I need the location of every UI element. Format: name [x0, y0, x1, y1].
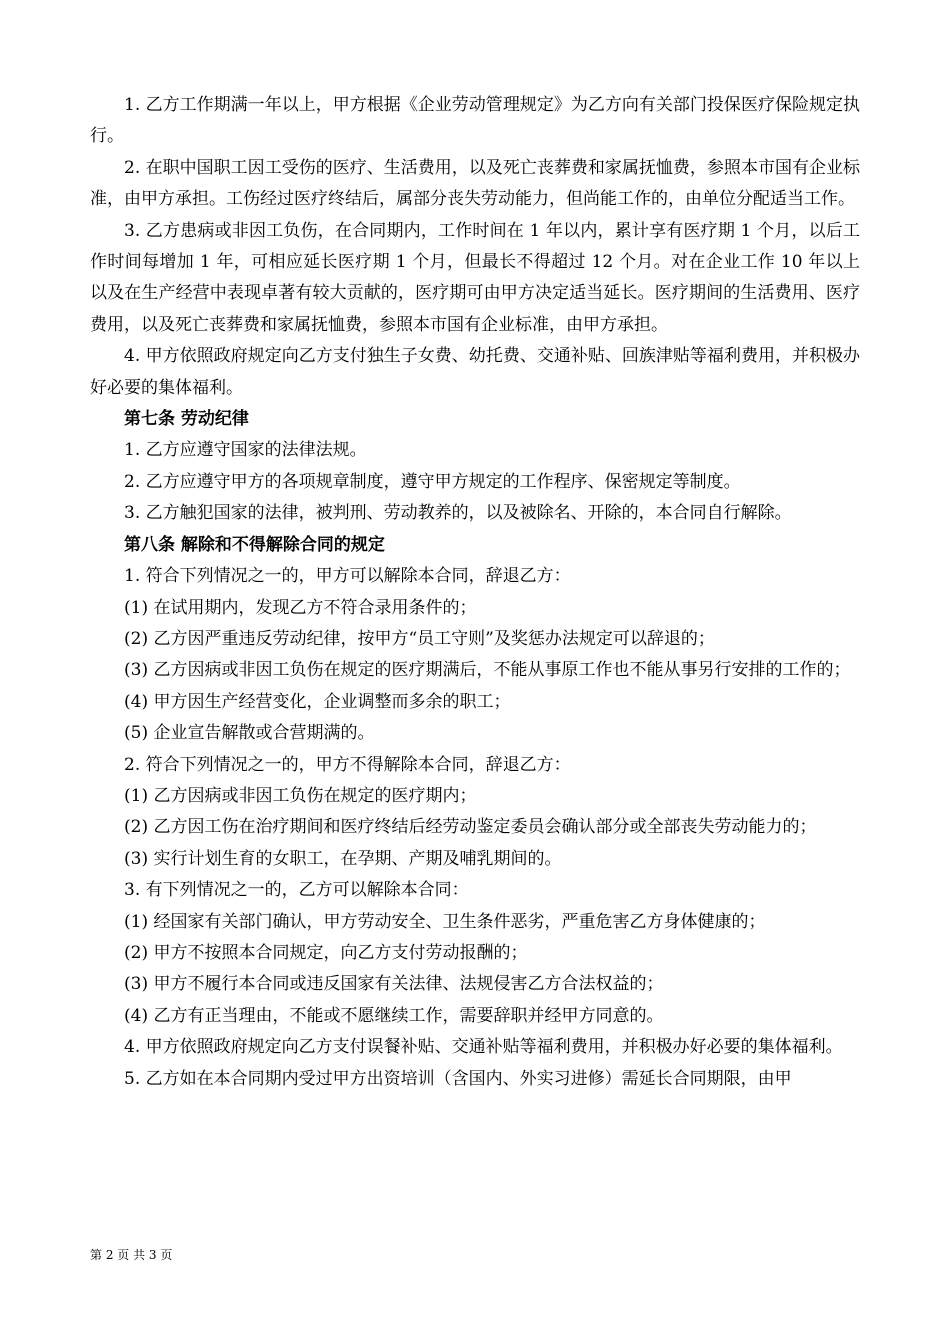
paragraph: 3. 乙方患病或非因工负伤，在合同期内，工作时间在 1 年以内，累计享有医疗期 1 个月，以后工作时间每增加 1 年，可相应延长医疗期 1 个月，但最长不得超过 12 个月。对在企业工作 10 年以上以及在生产经营中表现卓著有较大贡献的，医疗期可由甲方决定适当延长。医疗期间的生活费用、医疗费用，以及死亡丧葬费和家属抚恤费，参照本市国有企业标准，由甲方承担。 — [90, 220, 860, 335]
paragraph: 1. 符合下列情况之一的，甲方可以解除本合同，辞退乙方： — [124, 566, 571, 587]
list-item: (4) 甲方因生产经营变化，企业调整而多余的职工； — [124, 691, 511, 712]
paragraph: 5. 乙方如在本合同期内受过甲方出资培训（含国内、外实习进修）需延长合同期限，由甲 — [124, 1068, 792, 1089]
document-body — [90, 90, 860, 1095]
list-item: (3) 实行计划生育的女职工，在孕期、产期及哺乳期间的。 — [124, 848, 562, 869]
section-heading-article-8: 第八条 解除和不得解除合同的规定 — [124, 534, 385, 555]
list-item: (4) 乙方有正当理由，不能或不愿继续工作，需要辞职并经甲方同意的。 — [124, 1005, 664, 1026]
list-item: (2) 乙方因严重违反劳动纪律，按甲方“员工守则”及奖惩办法规定可以辞退的； — [124, 628, 715, 649]
paragraph: 3. 乙方触犯国家的法律，被判刑、劳动教养的，以及被除名、开除的，本合同自行解除。 — [124, 503, 792, 524]
paragraph: 2. 在职中国职工因工受伤的医疗、生活费用，以及死亡丧葬费和家属抚恤费，参照本市国有企业标准，由甲方承担。工伤经过医疗终结后，属部分丧失劳动能力，但尚能工作的，由单位分配适当工作。 — [90, 157, 860, 210]
paragraph: 3. 有下列情况之一的，乙方可以解除本合同： — [124, 880, 469, 901]
list-item: (2) 乙方因工伤在治疗期间和医疗终结后经劳动鉴定委员会确认部分或全部丧失劳动能力的； — [124, 817, 817, 838]
list-item: (2) 甲方不按照本合同规定，向乙方支付劳动报酬的； — [124, 942, 528, 963]
list-item: (1) 经国家有关部门确认，甲方劳动安全、卫生条件恶劣，严重危害乙方身体健康的； — [124, 911, 766, 932]
paragraph: 1. 乙方工作期满一年以上，甲方根据《企业劳动管理规定》为乙方向有关部门投保医疗保险规定执行。 — [90, 95, 860, 147]
section-heading-article-7: 第七条 劳动纪律 — [124, 409, 249, 430]
list-item: (3) 乙方因病或非因工负伤在规定的医疗期满后，不能从事原工作也不能从事另行安排的工作的； — [124, 660, 851, 681]
paragraph: 2. 符合下列情况之一的，甲方不得解除本合同，辞退乙方： — [124, 754, 571, 775]
list-item: (1) 乙方因病或非因工负伤在规定的医疗期内； — [124, 785, 477, 806]
page-number-footer: 第 2 页 共 3 页 — [90, 1248, 173, 1262]
paragraph: 1. 乙方应遵守国家的法律法规。 — [124, 440, 367, 461]
list-item: (1) 在试用期内，发现乙方不符合录用条件的； — [124, 597, 477, 618]
paragraph: 4. 甲方依照政府规定向乙方支付独生子女费、幼托费、交通补贴、回族津贴等福利费用，并积极办好必要的集体福利。 — [90, 346, 860, 398]
list-item: (5) 企业宣告解散或合营期满的。 — [124, 723, 375, 744]
paragraph: 2. 乙方应遵守甲方的各项规章制度，遵守甲方规定的工作程序、保密规定等制度。 — [124, 471, 741, 492]
list-item: (3) 甲方不履行本合同或违反国家有关法律、法规侵害乙方合法权益的； — [124, 974, 664, 995]
paragraph: 4. 甲方依照政府规定向乙方支付误餐补贴、交通补贴等福利费用，并积极办好必要的集体福利。 — [124, 1037, 843, 1058]
